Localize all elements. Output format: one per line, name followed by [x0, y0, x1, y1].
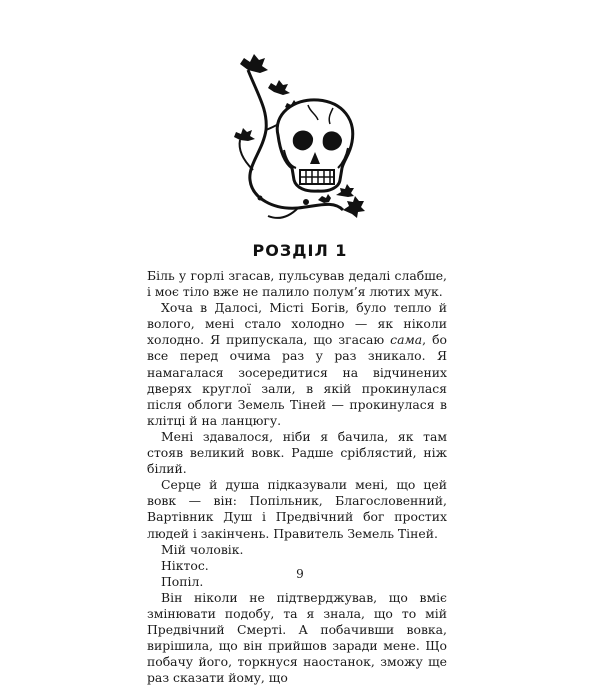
- emphasis-text: сама: [390, 332, 423, 348]
- paragraph: Він ніколи не підтверджував, що вміє змінювати подобу, та я знала, що то мій Предвічний Смерті. А побачивши вовка, вирішила, що він прийшов заради мене. Що побачу його, торкнуся наостанок, зможу ще раз сказати йому, що: [147, 589, 447, 686]
- skull-with-vines-icon: [218, 50, 368, 230]
- paragraph: Мені здавалося, ніби я бачила, як там стояв великий вовк. Радше сріблястий, ніж білий.: [147, 428, 447, 477]
- paragraph-text: , бо все перед очима раз у раз зникало. Я намагалася зосередитися на відчинених дверях круглої зали, в якій прокинулася після облоги Земель Тіней — прокинулася в клітці й на ланцюгу.: [147, 332, 447, 428]
- chapter-body: [147, 268, 447, 686]
- paragraph: [147, 300, 447, 429]
- paragraph: Мій чоловік.: [161, 541, 244, 557]
- paragraph: Серце й душа підказували мені, що цей вовк — він: Попільник, Благословенний, Вартівник Душ і Предвічний бог простих людей і закінчень. Правитель Земель Тіней.: [147, 477, 447, 541]
- paragraph: Ніктос.: [161, 557, 209, 573]
- paragraph-text: Хоча в Далосі, Місті Богів, було тепло й вологo, мені стало холодно — як ніколи холодно. Я припускала, що згасаю: [147, 300, 447, 348]
- paragraph: Попіл.: [161, 573, 204, 589]
- paragraph: Біль у горлі згасав, пульсував дедалі слабше, і моє тіло вже не палило полум’я лютих мук.: [147, 268, 447, 300]
- page-number: 9: [296, 567, 304, 581]
- chapter-title: РОЗДІЛ 1: [252, 241, 348, 260]
